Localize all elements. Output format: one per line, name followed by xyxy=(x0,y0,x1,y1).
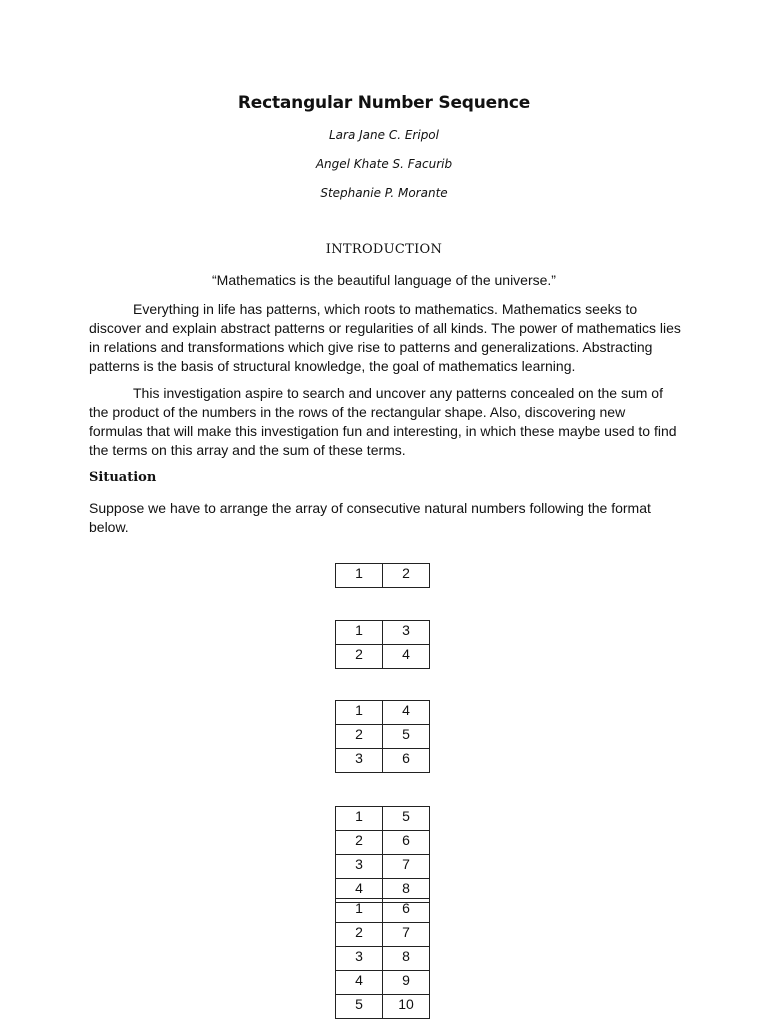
table-cell: 3 xyxy=(336,947,383,971)
author-2: Angel Khate S. Facurib xyxy=(315,157,453,171)
table-cell: 2 xyxy=(336,725,383,749)
table-cell: 3 xyxy=(336,749,383,773)
table-cell: 6 xyxy=(383,831,430,855)
array-table-2 xyxy=(335,620,430,669)
table-cell: 2 xyxy=(336,645,383,669)
table-cell: 3 xyxy=(336,855,383,879)
table-row xyxy=(336,701,430,725)
table-row xyxy=(336,855,430,879)
table-cell: 6 xyxy=(383,749,430,773)
table-cell: 5 xyxy=(383,725,430,749)
author-3: Stephanie P. Morante xyxy=(320,186,448,200)
table-cell: 2 xyxy=(383,564,430,588)
array-table-3 xyxy=(335,700,430,773)
paragraph-2-text: This investigation aspire to search and uncover any patterns concealed on the sum of the product of the numbers in the rows of the rectangular shape. Also, discovering new formulas that will make this investigation fun and interesting, in which these maybe used to find the terms on this array and the sum of these terms. xyxy=(89,385,677,458)
table-cell: 6 xyxy=(383,899,430,923)
table-row xyxy=(336,564,430,588)
array-table-1 xyxy=(335,563,430,588)
table-cell: 1 xyxy=(336,621,383,645)
table-row xyxy=(336,807,430,831)
table-cell: 3 xyxy=(383,621,430,645)
array-table-4 xyxy=(335,806,430,903)
table-cell: 8 xyxy=(383,947,430,971)
table-cell: 4 xyxy=(383,701,430,725)
table-cell: 4 xyxy=(383,645,430,669)
document-title: Rectangular Number Sequence xyxy=(237,93,531,113)
array-table-5 xyxy=(335,898,430,1019)
situation-heading: Situation xyxy=(89,470,157,485)
paragraph-1-text: Everything in life has patterns, which roots to mathematics. Mathematics seeks to discover and explain abstract patterns or regularities of all kinds. The power of mathematics lies in relations and transformations which give rise to patterns and generalizations. Abstracting patterns is the basis of structural knowledge, the goal of mathematics learning. xyxy=(89,301,681,374)
table-row xyxy=(336,971,430,995)
table-cell: 2 xyxy=(336,831,383,855)
table-cell: 1 xyxy=(336,899,383,923)
table-cell: 5 xyxy=(383,807,430,831)
table-row xyxy=(336,923,430,947)
table-row xyxy=(336,645,430,669)
table-cell: 1 xyxy=(336,701,383,725)
table-cell: 4 xyxy=(336,879,383,903)
table-cell: 10 xyxy=(383,995,430,1019)
table-row xyxy=(336,725,430,749)
table-cell: 1 xyxy=(336,564,383,588)
quote: “Mathematics is the beautiful language of the universe.” xyxy=(212,272,556,288)
table-cell: 2 xyxy=(336,923,383,947)
paragraph-2 xyxy=(89,384,681,460)
section-heading-introduction: INTRODUCTION xyxy=(325,242,443,257)
table-cell: 5 xyxy=(336,995,383,1019)
table-row xyxy=(336,995,430,1019)
table-cell: 9 xyxy=(383,971,430,995)
table-row xyxy=(336,749,430,773)
table-row xyxy=(336,899,430,923)
paragraph-1 xyxy=(89,300,681,376)
table-cell: 1 xyxy=(336,807,383,831)
situation-text: Suppose we have to arrange the array of consecutive natural numbers following the format below. xyxy=(89,500,651,535)
author-1: Lara Jane C. Eripol xyxy=(329,128,439,142)
table-cell: 4 xyxy=(336,971,383,995)
table-cell: 7 xyxy=(383,923,430,947)
table-row xyxy=(336,947,430,971)
table-row xyxy=(336,831,430,855)
table-row xyxy=(336,621,430,645)
table-cell: 7 xyxy=(383,855,430,879)
table-cell: 8 xyxy=(383,879,430,903)
